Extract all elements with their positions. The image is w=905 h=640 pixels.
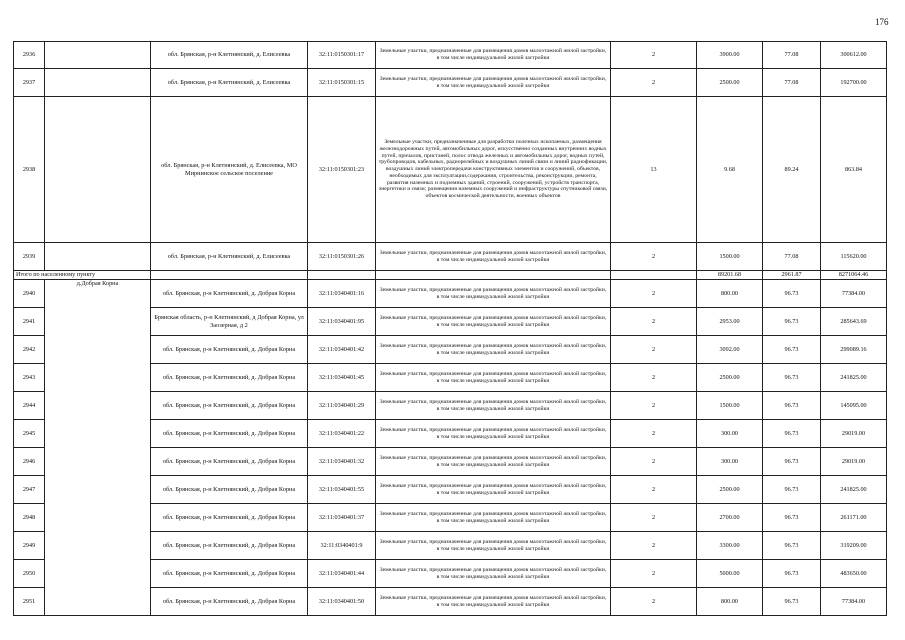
cadastral-number: 32:11:0340401:45 — [308, 364, 376, 392]
area-value: 2953.00 — [697, 308, 763, 336]
address-cell: обл. Брянская, р-н Клетнянский, д. Добрая Корна — [151, 532, 308, 560]
area-value: 2500.00 — [697, 476, 763, 504]
row-number: 2943 — [14, 364, 45, 392]
address-cell: обл. Брянская, р-н Клетнянский, д. Добрая Корна — [151, 560, 308, 588]
use-group: 2 — [611, 308, 697, 336]
page-number: 176 — [875, 17, 889, 27]
land-use-type: Земельные участки, предназначенные для разработки полезных ископаемых, размещения железнодорожных путей, автомобильных дорог, искусственно созданных внутренних водных путей, причалов, пристаней, полос отвода железных и автомобильных дорог, водных путей, трубопроводов, кабельных, радиорелейных и воздушных линий связи и линий радиофикации, воздушных линий электропередачи конструктивных элементов и сооружений, объектов, необходимых для эксплуатации,содержания, строительства, реконструкции, ремонта, развития наземных и подземных зданий, строений, сооружений, устройств транспорта, энергетики и связи; размещения наземных сооружений и инфраструктуры спутниковой связи, объектов космической деятельности, военных объектов — [376, 97, 611, 243]
land-use-type: Земельные участки, предназначенные для размещения домов малоэтажной жилой застройки, в том числе индивидуальной жилой застройки — [376, 448, 611, 476]
cadastral-number: 32:11:0340401:9 — [308, 532, 376, 560]
area-value: 300.00 — [697, 448, 763, 476]
row-number: 2941 — [14, 308, 45, 336]
specific-value: 77.08 — [763, 42, 821, 69]
specific-value: 96.73 — [763, 392, 821, 420]
area-value: 3300.00 — [697, 532, 763, 560]
cadastral-number: 32:11:0340401:37 — [308, 504, 376, 532]
row-number: 2942 — [14, 336, 45, 364]
land-use-type: Земельные участки, предназначенные для размещения домов малоэтажной жилой застройки, в том числе индивидуальной жилой застройки — [376, 392, 611, 420]
use-group: 2 — [611, 476, 697, 504]
land-use-type: Земельные участки, предназначенные для размещения домов малоэтажной жилой застройки, в том числе индивидуальной жилой застройки — [376, 336, 611, 364]
row-number: 2936 — [14, 42, 45, 69]
land-use-type: Земельные участки, предназначенные для размещения домов малоэтажной жилой застройки, в том числе индивидуальной жилой застройки — [376, 420, 611, 448]
cadastral-value: 77384.00 — [821, 280, 887, 308]
row-number: 2938 — [14, 97, 45, 243]
use-group: 2 — [611, 336, 697, 364]
row-number: 2945 — [14, 420, 45, 448]
settlement-name: д.Добрая Корна — [45, 280, 151, 616]
use-group: 2 — [611, 42, 697, 69]
use-group: 2 — [611, 448, 697, 476]
address-cell: обл. Брянская, р-н Клетнянский, д. Елисеевка — [151, 69, 308, 97]
address-cell: обл. Брянская, р-н Клетнянский, д. Добрая Корна — [151, 588, 308, 616]
address-cell: обл. Брянская, р-н Клетнянский, д. Добрая Корна — [151, 504, 308, 532]
row-number: 2940 — [14, 280, 45, 308]
subtotal-row — [14, 271, 887, 280]
cadastral-value: 261171.00 — [821, 504, 887, 532]
cadastral-number: 32:11:0340401:32 — [308, 448, 376, 476]
cadastral-value: 319209.00 — [821, 532, 887, 560]
specific-value: 96.73 — [763, 280, 821, 308]
land-use-type: Земельные участки, предназначенные для размещения домов малоэтажной жилой застройки, в том числе индивидуальной жилой застройки — [376, 243, 611, 271]
cadastral-value: 483650.00 — [821, 560, 887, 588]
use-group: 2 — [611, 588, 697, 616]
specific-value: 96.73 — [763, 336, 821, 364]
cadastral-value: 285643.69 — [821, 308, 887, 336]
address-cell: обл. Брянская, р-н Клетнянский, д. Добрая Корна — [151, 364, 308, 392]
address-cell: обл. Брянская, р-н Клетнянский, д. Добрая Корна — [151, 420, 308, 448]
rows-before-subtotal — [14, 42, 887, 271]
land-use-type: Земельные участки, предназначенные для размещения домов малоэтажной жилой застройки, в том числе индивидуальной жилой застройки — [376, 560, 611, 588]
cadastral-value: 29019.00 — [821, 420, 887, 448]
subtotal-rate: 2961.87 — [763, 271, 821, 280]
land-use-type: Земельные участки, предназначенные для размещения домов малоэтажной жилой застройки, в том числе индивидуальной жилой застройки — [376, 532, 611, 560]
specific-value: 96.73 — [763, 420, 821, 448]
specific-value: 96.73 — [763, 588, 821, 616]
address-cell: обл. Брянская, р-н Клетнянский, д. Добрая Корна — [151, 476, 308, 504]
row-number: 2937 — [14, 69, 45, 97]
cadastral-number: 32:11:0150301:23 — [308, 97, 376, 243]
address-cell: Брянская область, р-н Клетнянский, д Добрая Корна, ул Заозерная, д 2 — [151, 308, 308, 336]
table-row — [14, 69, 887, 97]
address-cell: обл. Брянская, р-н Клетнянский, д. Елисеевка — [151, 42, 308, 69]
cadastral-value: 115620.00 — [821, 243, 887, 271]
use-group: 2 — [611, 243, 697, 271]
area-value: 800.00 — [697, 280, 763, 308]
cadastral-value: 241825.00 — [821, 364, 887, 392]
land-cadastral-value-table — [13, 41, 887, 616]
cadastral-value: 29019.00 — [821, 448, 887, 476]
land-use-type: Земельные участки, предназначенные для размещения домов малоэтажной жилой застройки, в том числе индивидуальной жилой застройки — [376, 280, 611, 308]
use-group: 2 — [611, 504, 697, 532]
table-row — [14, 97, 887, 243]
row-number: 2939 — [14, 243, 45, 271]
cadastral-value: 192700.00 — [821, 69, 887, 97]
cadastral-number: 32:11:0340401:95 — [308, 308, 376, 336]
land-use-type: Земельные участки, предназначенные для размещения домов малоэтажной жилой застройки, в том числе индивидуальной жилой застройки — [376, 308, 611, 336]
cadastral-number: 32:11:0340401:29 — [308, 392, 376, 420]
area-value: 2700.00 — [697, 504, 763, 532]
cadastral-number: 32:11:0340401:44 — [308, 560, 376, 588]
area-value: 2500.00 — [697, 69, 763, 97]
land-use-type: Земельные участки, предназначенные для размещения домов малоэтажной жилой застройки, в том числе индивидуальной жилой застройки — [376, 69, 611, 97]
rows-after-subtotal — [14, 280, 887, 616]
specific-value: 96.73 — [763, 364, 821, 392]
use-group: 13 — [611, 97, 697, 243]
area-value: 1500.00 — [697, 243, 763, 271]
address-cell: обл. Брянская, р-н Клетнянский, д. Добрая Корна — [151, 448, 308, 476]
land-use-type: Земельные участки, предназначенные для размещения домов малоэтажной жилой застройки, в том числе индивидуальной жилой застройки — [376, 504, 611, 532]
specific-value: 77.08 — [763, 69, 821, 97]
specific-value: 89.24 — [763, 97, 821, 243]
row-number: 2944 — [14, 392, 45, 420]
use-group: 2 — [611, 280, 697, 308]
specific-value: 77.08 — [763, 243, 821, 271]
cadastral-number: 32:11:0340401:42 — [308, 336, 376, 364]
cadastral-value: 145095.00 — [821, 392, 887, 420]
cadastral-value: 863.84 — [821, 97, 887, 243]
cadastral-number: 32:11:0340401:50 — [308, 588, 376, 616]
address-cell: обл. Брянская, р-н Клетнянский, д. Добрая Корна — [151, 280, 308, 308]
use-group: 2 — [611, 420, 697, 448]
use-group: 2 — [611, 392, 697, 420]
specific-value: 96.73 — [763, 504, 821, 532]
specific-value: 96.73 — [763, 448, 821, 476]
address-cell: обл. Брянская, р-н Клетнянский, д. Добрая Корна — [151, 392, 308, 420]
area-value: 3900.00 — [697, 42, 763, 69]
area-value: 5000.00 — [697, 560, 763, 588]
subtotal-value: 8271064.46 — [821, 271, 887, 280]
address-cell: обл. Брянская, р-н Клетнянский, д. Елисеевка — [151, 243, 308, 271]
row-number: 2946 — [14, 448, 45, 476]
subtotal-section — [14, 271, 887, 280]
cadastral-value: 241825.00 — [821, 476, 887, 504]
cadastral-number: 32:11:0150301:26 — [308, 243, 376, 271]
specific-value: 96.73 — [763, 308, 821, 336]
cadastral-value: 299089.16 — [821, 336, 887, 364]
use-group: 2 — [611, 364, 697, 392]
cadastral-number: 32:11:0150301:17 — [308, 42, 376, 69]
area-value: 9.68 — [697, 97, 763, 243]
land-use-type: Земельные участки, предназначенные для размещения домов малоэтажной жилой застройки, в том числе индивидуальной жилой застройки — [376, 476, 611, 504]
cadastral-value: 77384.00 — [821, 588, 887, 616]
specific-value: 96.73 — [763, 560, 821, 588]
address-cell: обл. Брянская, р-н Клетнянский, д. Елисеевка, МО Мирнинское сельское поселение — [151, 97, 308, 243]
land-use-type: Земельные участки, предназначенные для размещения домов малоэтажной жилой застройки, в том числе индивидуальной жилой застройки — [376, 364, 611, 392]
use-group: 2 — [611, 69, 697, 97]
area-value: 1500.00 — [697, 392, 763, 420]
row-number: 2947 — [14, 476, 45, 504]
row-number: 2949 — [14, 532, 45, 560]
cadastral-number: 32:11:0150301:15 — [308, 69, 376, 97]
cadastral-number: 32:11:0340401:16 — [308, 280, 376, 308]
land-use-type: Земельные участки, предназначенные для размещения домов малоэтажной жилой застройки, в том числе индивидуальной жилой застройки — [376, 42, 611, 69]
row-number: 2951 — [14, 588, 45, 616]
specific-value: 96.73 — [763, 476, 821, 504]
table-row — [14, 243, 887, 271]
area-value: 800.00 — [697, 588, 763, 616]
use-group: 2 — [611, 532, 697, 560]
address-cell: обл. Брянская, р-н Клетнянский, д. Добрая Корна — [151, 336, 308, 364]
row-number: 2950 — [14, 560, 45, 588]
subtotal-area: 89201.68 — [697, 271, 763, 280]
table-row — [14, 280, 887, 308]
specific-value: 96.73 — [763, 532, 821, 560]
area-value: 3092.00 — [697, 336, 763, 364]
cadastral-number: 32:11:0340401:55 — [308, 476, 376, 504]
area-value: 300.00 — [697, 420, 763, 448]
cadastral-number: 32:11:0340401:22 — [308, 420, 376, 448]
land-use-type: Земельные участки, предназначенные для размещения домов малоэтажной жилой застройки, в том числе индивидуальной жилой застройки — [376, 588, 611, 616]
area-value: 2500.00 — [697, 364, 763, 392]
cadastral-value: 300612.00 — [821, 42, 887, 69]
table-row — [14, 42, 887, 69]
subtotal-label: Итого по населенному пункту — [14, 271, 151, 280]
row-number: 2948 — [14, 504, 45, 532]
use-group: 2 — [611, 560, 697, 588]
